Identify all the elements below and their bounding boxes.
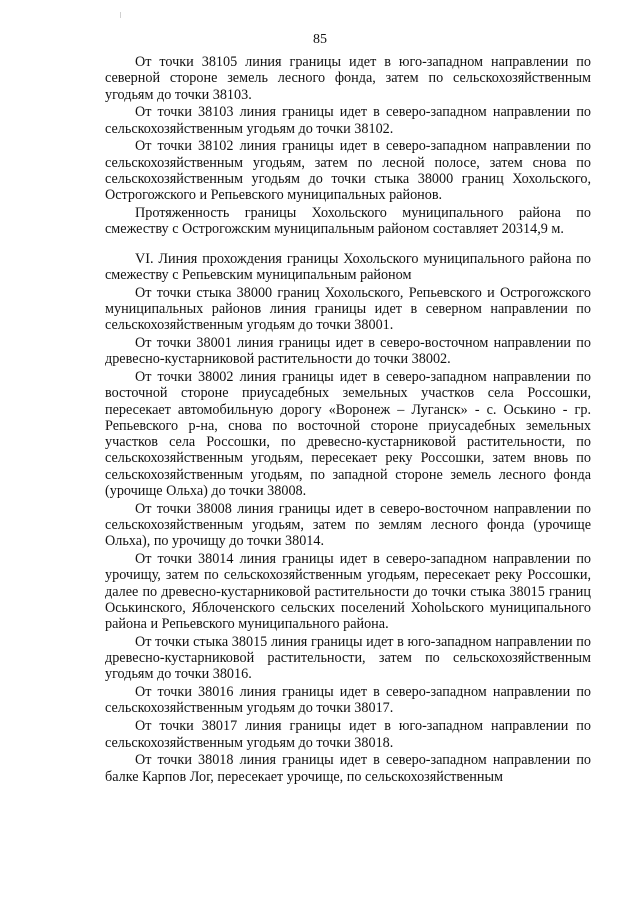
paragraph-7: От точки 38002 линия границы идет в северо-западном направлении по восточной стороне приусадебных земельных участков села Россошки, пересекает автомобильную дорогу «Воронеж – Луганск» - с. Оськино - гр. Репьевского р-на, снова по восточной стороне приусадебных земельных участков села Россошки, по древесно-кустарниковой растительности, по сельскохозяйственным угодьям, пересекает реку Россошки, затем вновь по сельскохозяйственным угодьям, по западной стороне земель лесного фонда (урочище Ольха) до точки 38008. xyxy=(105,369,591,499)
paragraph-11: От точки 38016 линия границы идет в северо-западном направлении по сельскохозяйственным угодьям до точки 38017. xyxy=(105,684,591,717)
scan-mark xyxy=(120,12,121,18)
paragraph-9: От точки 38014 линия границы идет в северо-западном направлении по урочищу, затем по сельскохозяйственным угодьям, пересекает реку Россошки, далее по древесно-кустарниковой растительности до точки стыка 38015 границ Оськинского, Яблоченского сельских поселений Хоholьского муниципального района и Репьевского муниципального района. xyxy=(105,551,591,632)
paragraph-4: Протяженность границы Хохольского муниципального района по смежеству с Острогожским муниципальным районом составляет 20314,9 м. xyxy=(105,205,591,238)
paragraph-10: От точки стыка 38015 линия границы идет в юго-западном направлении по древесно-кустарниковой растительности, затем по сельскохозяйственным угодьям до точки 38016. xyxy=(105,633,591,683)
section-heading-vi: VI. Линия прохождения границы Хохольского муниципального района по смежеству с Репьевским муниципальным районом xyxy=(105,250,591,283)
paragraph-12: От точки 38017 линия границы идет в юго-западном направлении по сельскохозяйственным угодьям до точки 38018. xyxy=(105,718,591,751)
document-body xyxy=(105,54,591,785)
paragraph-2: От точки 38103 линия границы идет в северо-западном направлении по сельскохозяйственным угодьям до точки 38102. xyxy=(105,104,591,137)
paragraph-1: От точки 38105 линия границы идет в юго-западном направлении по северной стороне земель лесного фонда, затем по сельскохозяйственным угодьям до точки 38103. xyxy=(105,54,591,103)
paragraph-8: От точки 38008 линия границы идет в северо-восточном направлении по сельскохозяйственным угодьям, затем по землям лесного фонда (урочище Ольха), по урочищу до точки 38014. xyxy=(105,500,591,550)
paragraph-13: От точки 38018 линия границы идет в северо-западном направлении по балке Карпов Лог, пересекает урочище, по сельскохозяйственным xyxy=(105,752,591,785)
paragraph-6: От точки 38001 линия границы идет в северо-восточном направлении по древесно-кустарниковой растительности до точки 38002. xyxy=(105,334,591,368)
paragraph-3: От точки 38102 линия границы идет в северо-западном направлении по сельскохозяйственным угодьям, затем по лесной полосе, затем снова по сельскохозяйственным угодьям до точки стыка 38000 границ Хохольского, Острогожского и Репьевского муниципальных районов. xyxy=(105,138,591,204)
page-number: 85 xyxy=(313,32,327,47)
paragraph-5: От точки стыка 38000 границ Хохольского, Репьевского и Острогожского муниципальных районов линия границы идет в северном направлении по сельскохозяйственным угодьям до точки 38001. xyxy=(105,284,591,334)
